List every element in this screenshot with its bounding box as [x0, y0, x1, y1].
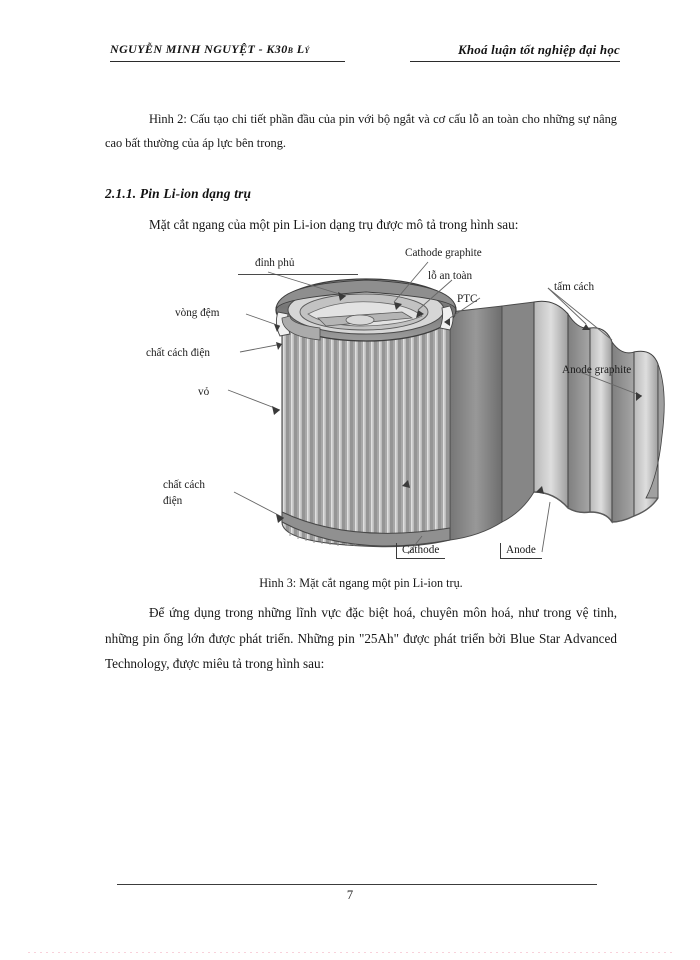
figure-label-top-cap: đỉnh phủ: [255, 257, 295, 269]
header-author: NGUYỄN MINH NGUYỆT - K30b Lý: [110, 42, 310, 56]
figure-label-separator: tấm cách: [554, 281, 595, 293]
footer-rule: [117, 884, 597, 885]
figure-label-cathode: Cathode: [396, 543, 445, 559]
figure-label-cathode-graphite: Cathode graphite: [405, 247, 482, 259]
figure-3-caption: Hình 3: Mặt cắt ngang một pin Li-ion trụ.: [259, 576, 463, 590]
figure-label-anode: Anode: [500, 543, 542, 559]
running-header: [110, 42, 620, 64]
figure-label-anode-graphite: Anode graphite: [562, 364, 632, 376]
header-rule-right: [410, 61, 620, 62]
scan-edge-artifact: [28, 952, 674, 953]
figure-label-insulator-lower-line1: chất cách: [163, 479, 205, 491]
header-rule-left: [110, 61, 345, 62]
figure-2-caption-paragraph: Hình 2: Cấu tạo chi tiết phần đầu của pin với bộ ngắt và cơ cấu lỗ an toàn cho những sự nâng cao bất thường của áp lực bên trong.: [105, 112, 617, 150]
figure-label-insulator-lower-line2: điện: [163, 495, 183, 507]
page-number: 7: [346, 888, 354, 902]
figure-label-ptc: PTC: [457, 293, 478, 305]
intro-paragraph: Mặt cắt ngang của một pin Li-ion dạng trụ được mô tả trong hình sau:: [149, 217, 519, 232]
figure-3-cylindrical-cell-diagram: [146, 240, 670, 570]
section-heading-2-1-1: 2.1.1. Pin Li-ion dạng trụ: [105, 186, 252, 201]
closing-paragraph: Để ứng dụng trong những lĩnh vực đặc biệt hoá, chuyên môn hoá, như trong vệ tinh, những pin ống lớn được phát triển. Những pin "25Ah" được phát triển bởi Blue Star Advanced Technology, được miêu tả trong hình sau:: [105, 605, 617, 672]
figure-label-insulator-upper: chất cách điện: [146, 347, 210, 359]
figure-label-safety-hole: lỗ an toàn: [428, 270, 473, 282]
figure-lead-rule-top-cap: [238, 274, 358, 275]
header-title: Khoá luận tốt nghiệp đại học: [458, 42, 620, 57]
figure-label-case: vỏ: [198, 386, 210, 398]
figure-label-gasket: vòng đệm: [175, 307, 220, 319]
